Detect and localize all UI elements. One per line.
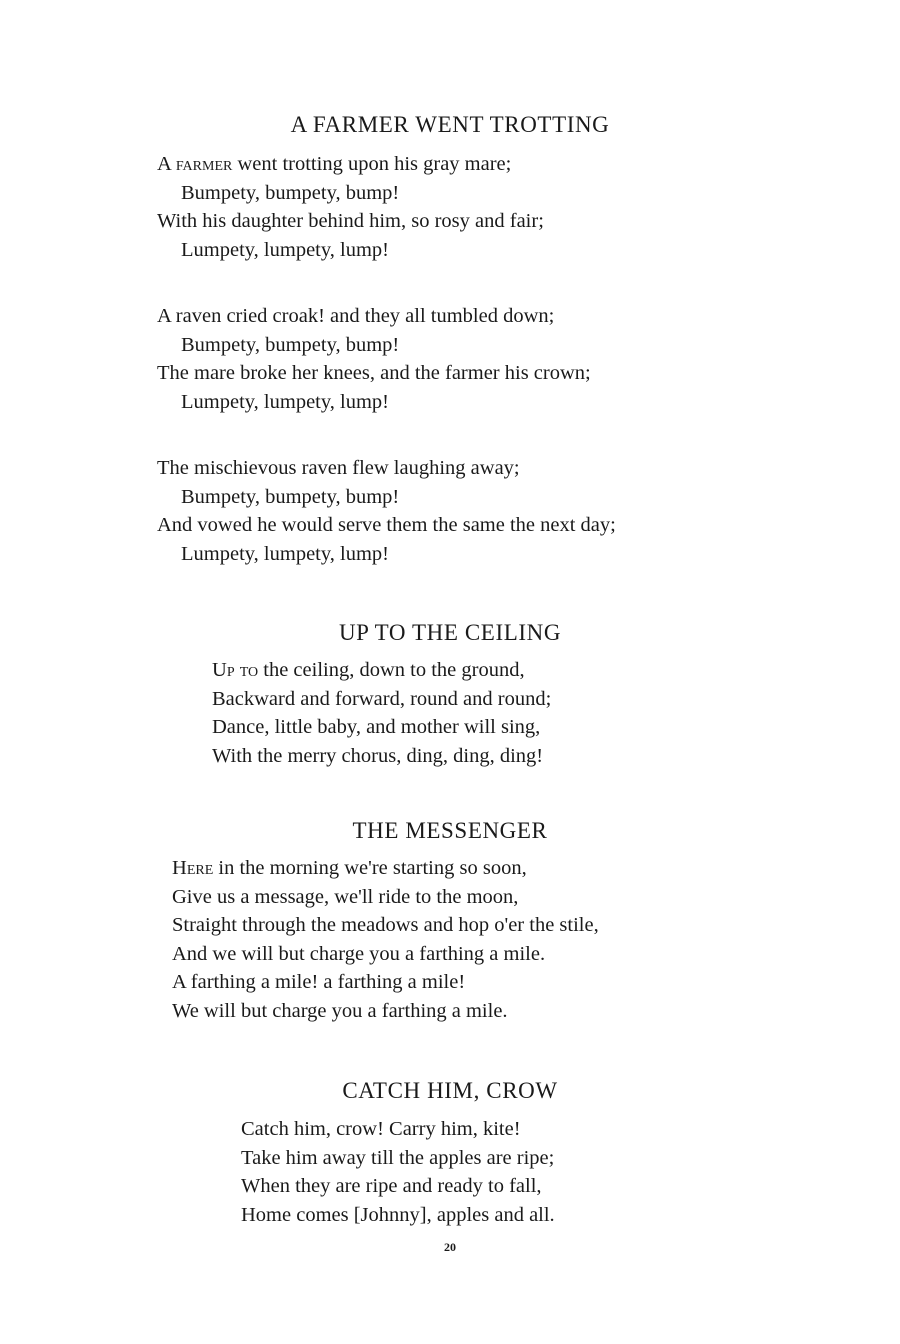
poem-line: And we will but charge you a farthing a mile.	[172, 942, 546, 965]
poem-line: Lumpety, lumpety, lump!	[181, 542, 390, 565]
poem-line: A farmer went trotting upon his gray mare;	[157, 153, 512, 175]
poem-line: Give us a message, we'll ride to the moon,	[172, 885, 519, 908]
poem-line: Take him away till the apples are ripe;	[241, 1146, 555, 1169]
poem-line: When they are ripe and ready to fall,	[241, 1175, 542, 1197]
stanza-farmer-1	[157, 150, 544, 264]
poem-line: Bumpety, bumpety, bump!	[181, 181, 400, 204]
poem-line: A raven cried croak! and they all tumbled down;	[157, 305, 555, 327]
stanza-ceiling	[212, 656, 551, 770]
poem-line: And vowed he would serve them the same the next day;	[157, 514, 616, 536]
poem-line: Lumpety, lumpety, lump!	[181, 238, 390, 261]
poem-line: With the merry chorus, ding, ding, ding!	[212, 744, 544, 767]
poem-line: Up to the ceiling, down to the ground,	[212, 659, 525, 681]
poem-line: Dance, little baby, and mother will sing,	[212, 716, 541, 738]
poem-line: Bumpety, bumpety, bump!	[181, 333, 400, 356]
poem-title-farmer: A FARMER WENT TROTTING	[290, 112, 610, 137]
poem-line: Backward and forward, round and round;	[212, 687, 552, 710]
poem-line: With his daughter behind him, so rosy and fair;	[157, 210, 544, 232]
stanza-farmer-2	[157, 302, 591, 416]
poem-line: Straight through the meadows and hop o'er the stile,	[172, 914, 599, 936]
page-number: 20	[444, 1240, 456, 1254]
poem-line: Bumpety, bumpety, bump!	[181, 485, 400, 508]
poem-title-ceiling: UP TO THE CEILING	[338, 620, 562, 645]
poem-line: We will but charge you a farthing a mile.	[172, 999, 508, 1022]
poem-line: Home comes [Johnny], apples and all.	[241, 1203, 555, 1226]
poem-line: Lumpety, lumpety, lump!	[181, 390, 390, 413]
poem-line: Catch him, crow! Carry him, kite!	[241, 1118, 521, 1140]
stanza-crow	[241, 1115, 555, 1229]
stanza-farmer-3	[157, 454, 616, 568]
poem-line: Here in the morning we're starting so soon,	[172, 857, 527, 879]
poem-line: The mischievous raven flew laughing away;	[157, 457, 520, 479]
poem-title-crow: CATCH HIM, CROW	[342, 1078, 558, 1103]
poem-line: The mare broke her knees, and the farmer his crown;	[157, 362, 591, 384]
poem-title-messenger: THE MESSENGER	[352, 818, 548, 843]
stanza-messenger	[172, 854, 599, 1025]
poem-line: A farthing a mile! a farthing a mile!	[172, 971, 466, 993]
